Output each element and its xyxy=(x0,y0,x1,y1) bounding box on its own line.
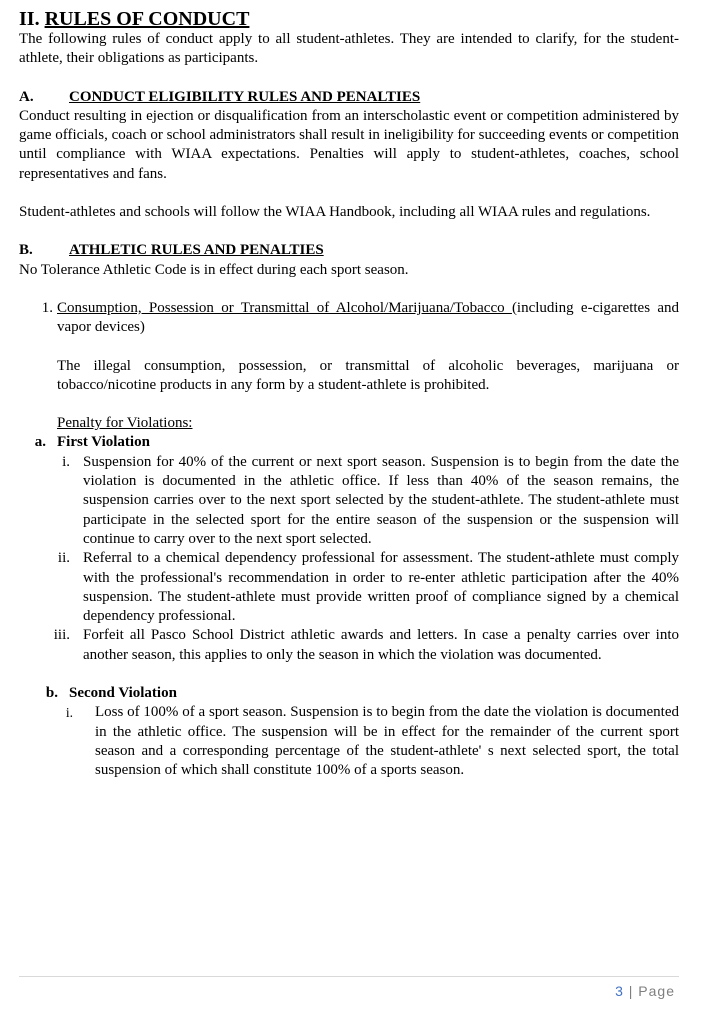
page-footer xyxy=(615,982,675,1001)
heading-title: RULES OF CONDUCT xyxy=(44,8,250,30)
list-marker: iii. xyxy=(53,627,70,644)
section-b-intro: No Tolerance Athletic Code is in effect during each sport season. xyxy=(19,261,409,278)
rule-item-description: The illegal consumption, possession, or transmittal of alcoholic beverages, marijuana or tobacco/nicotine products in any form by a student-athlete is prohibited. xyxy=(57,357,679,393)
second-violation-item xyxy=(19,703,679,780)
first-violation-item xyxy=(19,549,679,626)
first-violation-title: First Violation xyxy=(57,434,150,451)
section-a-letter: A. xyxy=(19,88,34,105)
section-a-heading xyxy=(19,88,679,107)
second-violation-marker: b. xyxy=(45,685,58,702)
section-a-title: CONDUCT ELIGIBILITY RULES AND PENALTIES xyxy=(69,88,421,105)
footer-separator: | xyxy=(628,983,634,999)
first-violation-heading xyxy=(19,433,679,452)
second-violation-heading xyxy=(19,684,679,703)
list-marker: ii. xyxy=(57,550,70,567)
section-b-title: ATHLETIC RULES AND PENALTIES xyxy=(69,242,324,259)
rule-item-title xyxy=(57,299,679,338)
first-violation-marker: a. xyxy=(34,434,46,451)
page-label: Page xyxy=(638,983,675,999)
section-b-letter: B. xyxy=(19,242,33,259)
section-b-heading xyxy=(19,241,679,260)
intro-paragraph: The following rules of conduct apply to all student-athletes. They are intended to clarify, for the student-athlete, their obligations as participants. xyxy=(19,31,679,67)
document-page xyxy=(19,8,679,781)
list-marker: i. xyxy=(65,705,73,721)
rule-item-title-suffix: (including e-cigarettes and vapor devices) xyxy=(57,299,680,336)
section-a-paragraph-2: Student-athletes and schools will follow the WIAA Handbook, including all WIAA rules and regulations. xyxy=(19,204,651,221)
heading-roman: II. xyxy=(19,8,40,30)
rule-item-title-main: Consumption, Possession or Transmittal of Alcohol/Marijuana/Tobacco xyxy=(57,299,512,316)
first-violation-item xyxy=(19,453,679,549)
list-item-text: Referral to a chemical dependency professional for assessment. The student-athlete must comply with the professional's recommendation in order to re-enter athletic participation after the 40% suspension. The student-athlete must provide written proof of compliance signed by a chemical dependency professional. xyxy=(83,550,679,625)
second-violation-title: Second Violation xyxy=(69,685,177,702)
first-violation-item xyxy=(19,626,679,665)
section-a-paragraph-1: Conduct resulting in ejection or disqualification from an interscholastic event or competition administered by game officials, coach or school administrators shall result in ineligibility for succeeding events or competition until compliance with WIAA expectations. Penalties will apply to student-athletes, coaches, school representatives and fans. xyxy=(19,107,679,182)
section-heading xyxy=(19,8,679,30)
footer-divider xyxy=(19,976,679,977)
list-item-text: Forfeit all Pasco School District athletic awards and letters. In case a penalty carries over into another season, this applies to only the season in which the violation was documented. xyxy=(83,627,679,663)
rule-item-1 xyxy=(19,299,679,338)
list-item-text: Suspension for 40% of the current or next sport season. Suspension is to begin from the date the violation is documented in the athletic office. If less than 40% of the season remains, the suspension carries over to the next sport selected by the student-athlete. The student-athlete must participate in the selected sport for the entire season of the suspension or the suspension will continue to carry over to the next sport selected. xyxy=(83,453,679,547)
list-item-text: Loss of 100% of a sport season. Suspension is to begin from the date the violation is documented in the athletic office. The suspension will be in effect for the remainder of the current sport season and a corresponding percentage of the student-athlete' s next selected sport, the total suspension of which shall constitute 100% of a sports season. xyxy=(95,704,679,779)
rule-item-1-body xyxy=(57,338,679,434)
penalty-label: Penalty for Violations: xyxy=(57,415,193,432)
list-marker: i. xyxy=(62,453,70,470)
page-number: 3 xyxy=(615,983,624,999)
rule-item-number: 1. xyxy=(41,299,53,316)
